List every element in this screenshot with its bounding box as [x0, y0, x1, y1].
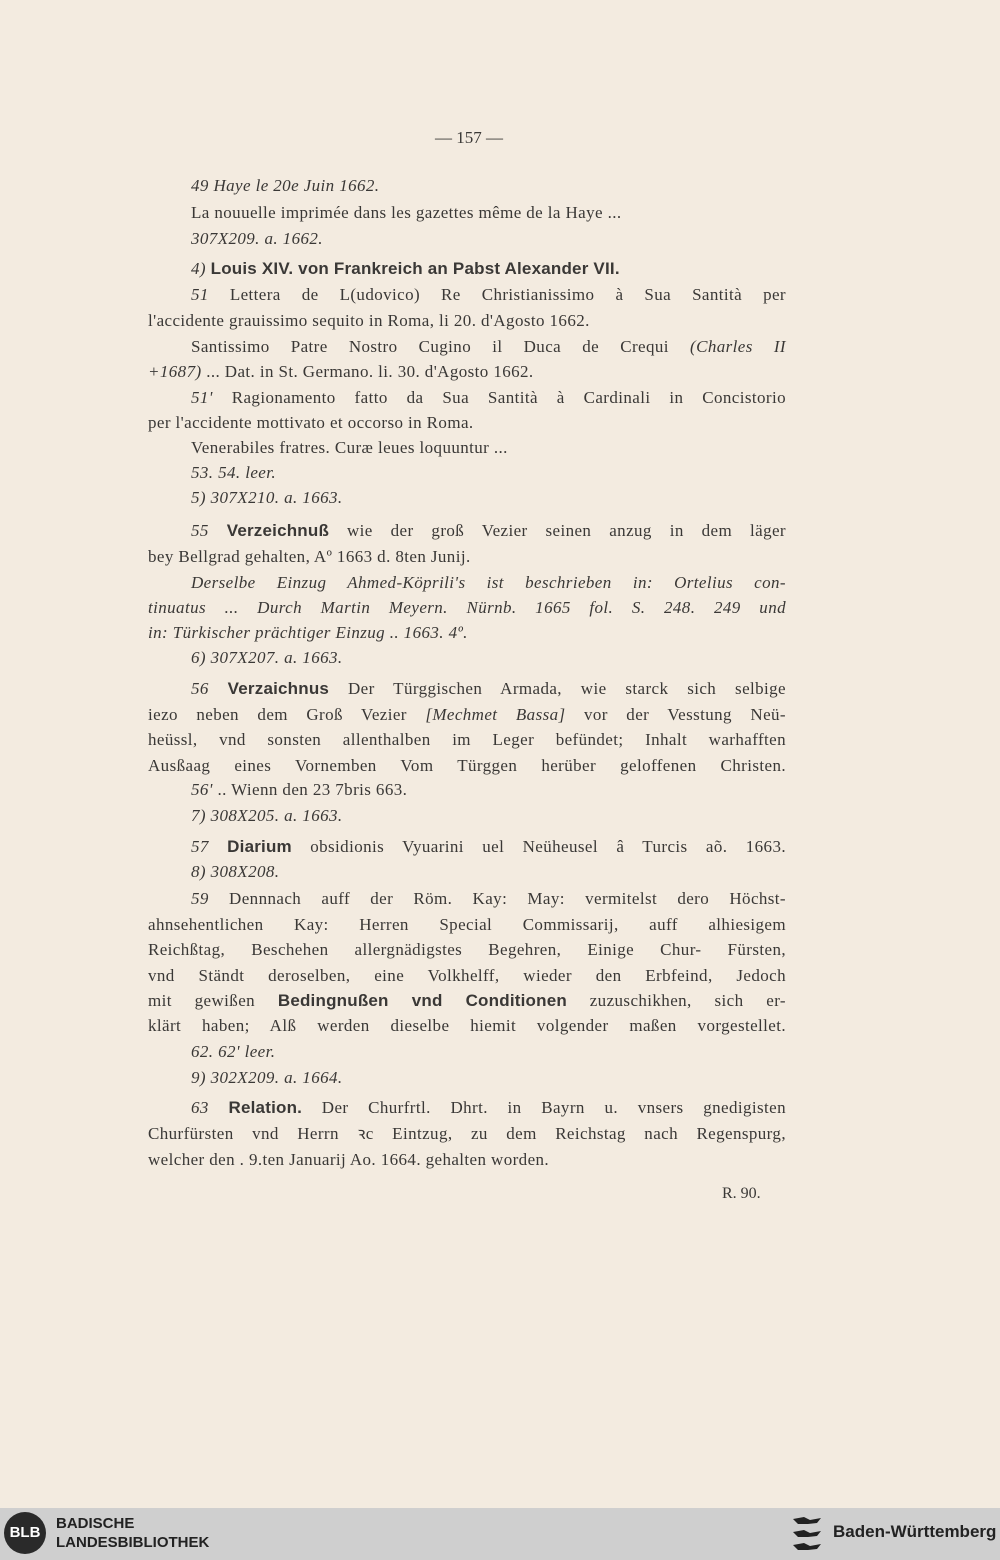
entry-text: zuzuschikhen, sich er-: [589, 991, 786, 1010]
entry-text: Ragionamento fatto da Sua Santità à Cardinali in Concistorio: [231, 388, 786, 407]
text-line: [191, 888, 786, 910]
dimension-line: 6) 307X207. a. 1663.: [191, 648, 343, 667]
text-line: La nouuelle imprimée dans les gazettes même de la Haye ...: [191, 203, 622, 222]
entry-text: vor der Vesstung Neü-: [583, 705, 786, 724]
text-line: in: Türkischer prächtiger Einzug .. 1663. 4º.: [148, 623, 468, 642]
text-line: welcher den . 9.ten Januarij Ao. 1664. gehalten worden.: [148, 1150, 550, 1169]
entry-text: wie der groß Vezier seinen anzug in dem läger: [346, 521, 786, 540]
section-title: Louis XIV. von Frankreich an Pabst Alexander VII.: [210, 259, 620, 278]
entry-text: iezo neben dem Groß Vezier: [148, 705, 407, 724]
text-line: per l'accidente mottivato et occorso in Roma.: [148, 413, 474, 432]
entry-number: 56: [191, 679, 209, 698]
annotation: (Charles II: [690, 337, 786, 356]
entry-title: Relation.: [228, 1098, 303, 1117]
lions-coat-of-arms-icon: [790, 1514, 824, 1554]
text-line: klärt haben; Alß werden dieselbe hiemit volgender maßen vorgestellet.: [148, 1016, 786, 1035]
text-line: vnd Ständt deroselben, eine Volkhelff, wieder den Erbfeind, Jedoch: [148, 966, 786, 985]
entry-number: 56': [191, 780, 213, 799]
dimension-line: 5) 307X210. a. 1663.: [191, 488, 343, 507]
entry-text: Santissimo Patre Nostro Cugino il Duca de Crequi: [191, 337, 669, 356]
footer-library-line1: BADISCHE: [56, 1515, 135, 1532]
dimension-line: 9) 302X209. a. 1664.: [191, 1068, 343, 1087]
dimension-line: 8) 308X208.: [191, 862, 280, 881]
entry-text: Lettera de L(udovico) Re Christianissimo à Sua Santità per: [229, 285, 786, 304]
text-line: [148, 704, 786, 726]
text-line: [148, 990, 786, 1012]
text-line: [191, 336, 786, 358]
blb-logo[interactable]: BLB: [4, 1512, 46, 1554]
signature-mark: R. 90.: [722, 1185, 761, 1202]
entry-number: 63: [191, 1098, 209, 1117]
entry-text: obsidionis Vyuarini uel Neüheusel â Turcis aõ. 1663.: [310, 837, 786, 856]
text-line: [191, 387, 786, 409]
dimension-line: 307X209. a. 1662.: [191, 229, 323, 248]
entry-text: .. Wienn den 23 7bris 663.: [217, 780, 408, 799]
entry-text: Dennnach auff der Röm. Kay: May: vermitelst dero Höchst-: [229, 889, 786, 908]
text-line: Ausßaag eines Vornemben Vom Türggen herüber geloffenen Christen.: [148, 756, 786, 775]
text-line: Churfürsten vnd Herrn ꝛc Eintzug, zu dem Reichstag nach Regenspurg,: [148, 1124, 786, 1143]
entry-number: 51': [191, 388, 213, 407]
text-line: [191, 1097, 786, 1119]
entry-text: mit gewißen: [148, 991, 256, 1010]
section-number: 4): [191, 259, 206, 278]
text-line: [191, 678, 786, 700]
entry-number: 57: [191, 837, 209, 856]
text-line: 62. 62' leer.: [191, 1042, 276, 1061]
text-line: Derselbe Einzug Ahmed-Köprili's ist beschrieben in: Ortelius con-: [191, 573, 786, 592]
entry-number: 59: [191, 889, 209, 908]
annotation: +1687): [148, 362, 202, 381]
entry-title: Verzeichnuß: [226, 521, 330, 540]
entry-number: 51: [191, 285, 209, 304]
entry-number: 55: [191, 521, 209, 540]
annotation: [Mechmet Bassa]: [425, 705, 566, 724]
text-line: ahnsehentlichen Kay: Herren Special Commissarij, auff alhiesigem: [148, 915, 786, 934]
text-line: [191, 520, 786, 542]
entry-text: ... Dat. in St. Germano. li. 30. d'Agosto 1662.: [206, 362, 534, 381]
section-heading-4: [191, 258, 620, 280]
dimension-line: 7) 308X205. a. 1663.: [191, 806, 343, 825]
entry-text: Der Churfrtl. Dhrt. in Bayrn u. vnsers gnedigisten: [321, 1098, 786, 1117]
entry-49-line: 49 Haye le 20e Juin 1662.: [191, 176, 380, 195]
entry-title: Bedingnußen vnd Conditionen: [277, 991, 567, 1010]
text-line: [191, 779, 407, 801]
text-line: 53. 54. leer.: [191, 463, 276, 482]
baden-wuerttemberg-label[interactable]: Baden-Württemberg: [833, 1522, 997, 1541]
page-number: — 157 —: [435, 128, 503, 147]
text-line: l'accidente grauissimo sequito in Roma, li 20. d'Agosto 1662.: [148, 311, 590, 330]
text-line: [191, 284, 786, 306]
entry-text: Der Türggischen Armada, wie starck sich selbige: [347, 679, 787, 698]
text-line: bey Bellgrad gehalten, Aº 1663 d. 8ten Junij.: [148, 547, 471, 566]
text-line: heüssl, vnd sonsten allenthalben im Leger befündet; Inhalt warhafften: [148, 730, 786, 749]
entry-title: Diarium: [227, 837, 292, 856]
text-line: Venerabiles fratres. Curæ leues loquuntur ...: [191, 438, 508, 457]
entry-title: Verzaichnus: [227, 679, 330, 698]
text-line: [148, 361, 534, 383]
text-line: [191, 836, 786, 858]
text-line: Reichßtag, Beschehen allergnädigstes Begehren, Einige Chur- Fürsten,: [148, 940, 786, 959]
text-line: tinuatus ... Durch Martin Meyern. Nürnb. 1665 fol. S. 248. 249 und: [148, 598, 786, 617]
footer-library-line2: LANDESBIBLIOTHEK: [56, 1534, 210, 1551]
